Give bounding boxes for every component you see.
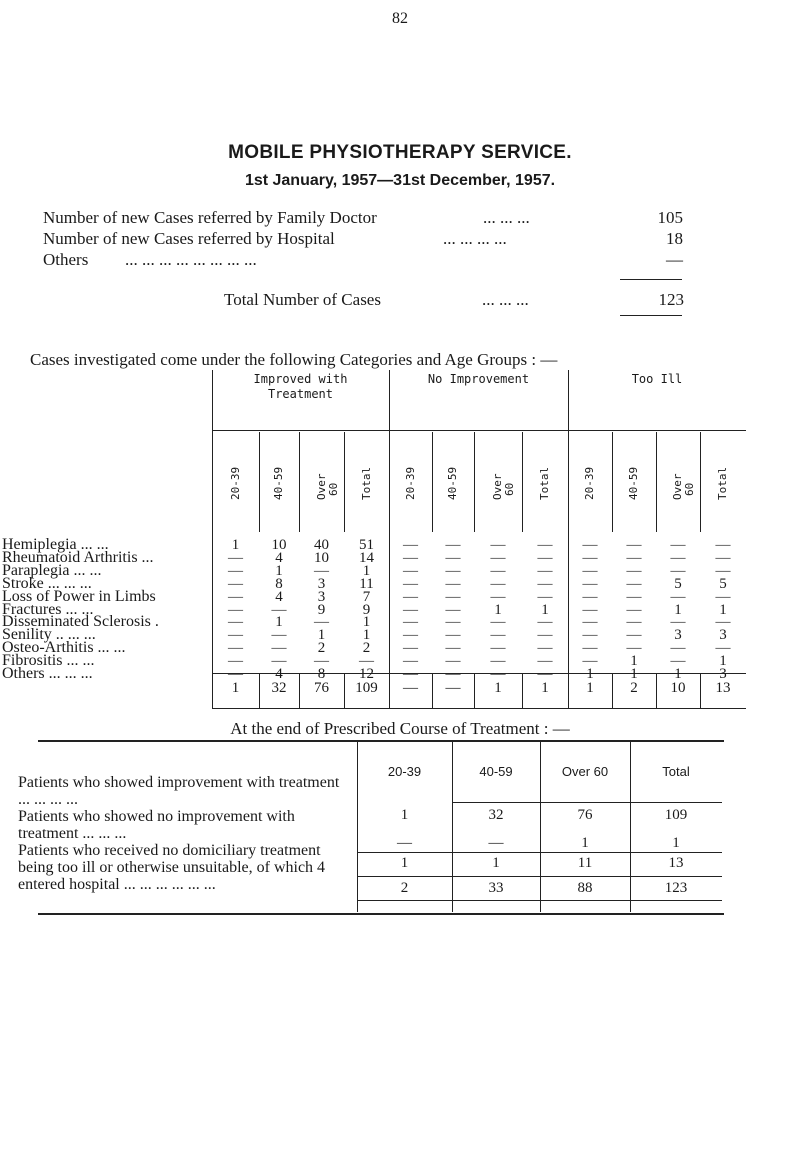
table-rule	[38, 740, 724, 742]
table-cell: —	[490, 614, 506, 631]
course-cell: 1	[581, 835, 589, 851]
table-cell: —	[626, 601, 642, 618]
table-cell: 1	[362, 562, 371, 579]
table-rule	[357, 852, 722, 853]
table-rule	[432, 432, 433, 532]
total-label: Total Number of Cases	[224, 290, 381, 309]
table-cell: 1	[275, 614, 283, 631]
table-cell: —	[582, 653, 598, 670]
table-cell: —	[490, 640, 506, 657]
table-cell: —	[582, 588, 598, 605]
course-total-cell: 33	[488, 880, 504, 896]
table-cell: 2	[317, 640, 326, 657]
table-cell: —	[582, 562, 598, 579]
course-total-cell: 2	[400, 880, 409, 896]
table-cell: —	[490, 653, 506, 670]
age-column-header: Total	[538, 466, 551, 500]
summary-dots: ... ... ... ... ... ... ... ...	[125, 250, 257, 269]
row-label: Others ... ... ...	[2, 665, 93, 682]
table-cell: 1	[275, 562, 283, 579]
summary-value: 18	[666, 229, 683, 248]
row-label: Rheumatoid Arthritis ...	[2, 548, 154, 566]
row-label: Osteo-Arthitis ... ...	[2, 639, 126, 657]
table-cell: 1	[494, 601, 502, 618]
total-cell: —	[403, 680, 418, 696]
table-cell: 1	[630, 666, 638, 682]
age-column-header: Over	[491, 473, 504, 500]
group-header: No Improvement	[427, 372, 530, 386]
row-label: Loss of Power in Limbs	[2, 587, 156, 605]
total-cell: 1	[494, 680, 502, 696]
table-cell: —	[445, 575, 461, 592]
table-rule	[357, 876, 722, 877]
course-intro: At the end of Prescribed Course of Treatment : —	[230, 719, 570, 738]
table-cell: —	[403, 640, 418, 657]
table-cell: 4	[275, 549, 283, 566]
course-cell: —	[488, 835, 504, 851]
page-number: 82	[392, 10, 408, 27]
table-cell: —	[537, 666, 553, 682]
table-cell: —	[403, 614, 418, 631]
table-cell: 9	[317, 601, 326, 618]
table-rule	[259, 432, 260, 532]
row-label: Paraplegia ... ...	[2, 561, 102, 579]
page-title: MOBILE PHYSIOTHERAPY SERVICE.	[228, 142, 572, 163]
table-cell: —	[670, 562, 686, 579]
course-cell: 1	[400, 807, 409, 823]
table-cell: —	[228, 575, 243, 592]
table-cell: —	[490, 562, 506, 579]
table-cell: —	[228, 601, 243, 618]
row-label: Fibrositis ... ...	[2, 652, 95, 670]
total-cell: 1	[231, 680, 240, 696]
total-value: 123	[658, 290, 684, 309]
table-cell: —	[403, 549, 418, 566]
table-cell: —	[403, 653, 418, 670]
table-cell: —	[445, 666, 461, 682]
total-cell: 1	[541, 680, 549, 696]
course-cell: 1	[492, 855, 500, 871]
total-cell: 32	[271, 680, 287, 696]
summary-rule	[620, 279, 682, 280]
table-cell: —	[445, 549, 461, 566]
summary-row	[43, 250, 683, 271]
table-cell: —	[490, 549, 506, 566]
table-cell: 3	[317, 588, 326, 605]
table-cell: —	[271, 627, 287, 644]
course-cell: 13	[668, 855, 684, 871]
table-cell: 5	[674, 575, 682, 592]
table-cell: —	[715, 588, 731, 605]
course-total-cell: 88	[577, 880, 593, 896]
table-cell: 1	[674, 666, 682, 682]
course-column-header: 20-39	[387, 764, 422, 779]
table-cell: —	[670, 537, 686, 553]
course-cell: 76	[577, 807, 593, 823]
table-cell: 51	[359, 537, 374, 553]
age-column-header: 60	[503, 482, 516, 496]
table-cell: —	[537, 549, 553, 566]
table-cell: 3	[719, 666, 727, 682]
table-cell: —	[582, 614, 598, 631]
age-column-header: Over	[314, 473, 328, 500]
table-cell: —	[403, 575, 418, 592]
table-rule	[474, 432, 475, 532]
table-rule	[656, 432, 657, 532]
table-cell: 1	[541, 601, 549, 618]
table-cell: 1	[362, 614, 371, 631]
summary-value: —	[666, 250, 683, 269]
table-cell: —	[403, 537, 418, 553]
table-rule	[38, 913, 724, 915]
table-rule	[212, 708, 746, 709]
table-cell: —	[626, 588, 642, 605]
course-cell: 1	[400, 855, 409, 871]
total-cell: 2	[630, 680, 638, 696]
table-cell: —	[314, 653, 329, 670]
table-cell: 5	[719, 575, 727, 592]
table-cell: —	[715, 562, 731, 579]
total-cell: 109	[355, 680, 378, 696]
course-cell: —	[397, 835, 412, 851]
table-cell: 40	[314, 537, 329, 553]
table-cell: 3	[317, 575, 326, 592]
table-cell: 4	[275, 588, 283, 605]
table-cell: —	[445, 588, 461, 605]
table-cell: —	[228, 562, 243, 579]
summary-label: Number of new Cases referred by Hospital	[43, 229, 335, 248]
table-cell: —	[445, 614, 461, 631]
table-cell: 10	[314, 549, 329, 566]
course-column-header: Over 60	[561, 764, 609, 779]
summary-row	[43, 229, 683, 250]
row-label: Hemiplegia ... ...	[2, 536, 109, 553]
table-cell: —	[228, 627, 243, 644]
summary-dots: ... ... ...	[483, 208, 530, 227]
table-cell: 1	[317, 627, 326, 644]
table-cell: 14	[359, 549, 374, 566]
summary-label: Others	[43, 250, 89, 269]
table-rule	[344, 432, 345, 532]
table-cell: 8	[275, 575, 283, 592]
table-cell: 7	[362, 588, 371, 605]
table-rule	[452, 802, 722, 803]
table-cell: 2	[362, 640, 371, 657]
table-cell: —	[403, 627, 418, 644]
age-column-header: 60	[683, 482, 696, 496]
table-cell: —	[626, 562, 642, 579]
table-cell: —	[445, 537, 461, 553]
categories-intro: Cases investigated come under the following Categories and Age Groups : —	[30, 350, 558, 369]
table-cell: —	[228, 653, 243, 670]
table-cell: —	[537, 562, 553, 579]
total-cell: —	[445, 680, 461, 696]
table-rule	[612, 432, 613, 532]
course-cell: 1	[672, 835, 680, 851]
table-cell: —	[582, 537, 598, 553]
table-cell: —	[715, 640, 731, 657]
course-cell: 109	[664, 807, 688, 823]
table-cell: 12	[359, 666, 374, 682]
table-cell: 1	[719, 601, 727, 618]
table-cell: —	[537, 614, 553, 631]
table-cell: —	[271, 653, 287, 670]
table-cell: —	[670, 549, 686, 566]
referral-summary	[43, 208, 683, 271]
row-label: Stroke ... ... ...	[2, 574, 92, 592]
table-cell: —	[626, 627, 642, 644]
table-cell: —	[715, 549, 731, 566]
table-cell: —	[626, 575, 642, 592]
table-cell: 1	[362, 627, 371, 644]
table-cell: —	[490, 627, 506, 644]
table-cell: —	[490, 666, 506, 682]
table-cell: —	[228, 666, 243, 682]
table-cell: —	[670, 653, 686, 670]
summary-dots: ... ... ... ...	[443, 229, 507, 248]
age-column-header: Total	[716, 466, 729, 500]
age-column-header: 60	[326, 482, 340, 496]
table-cell: —	[626, 614, 642, 631]
table-cell: —	[228, 640, 243, 657]
table-cell: —	[582, 627, 598, 644]
table-rule	[700, 432, 701, 532]
table-rule	[212, 430, 746, 431]
table-cell: —	[445, 627, 461, 644]
table-rule	[357, 900, 722, 901]
table-cell: —	[271, 640, 287, 657]
table-cell: —	[490, 575, 506, 592]
table-cell: 3	[719, 627, 727, 644]
table-cell: 8	[317, 666, 326, 682]
table-cell: —	[582, 640, 598, 657]
table-cell: —	[626, 549, 642, 566]
course-row-label: Patients who received no domiciliary treatment being too ill or otherwise unsuitable, of which 4 entered hospital ... ... ... ... ... ...	[18, 842, 326, 893]
age-column-header: 40-59	[446, 466, 459, 500]
row-label: Fractures ... ...	[2, 600, 94, 618]
table-cell: —	[626, 537, 642, 553]
row-label: Senility .. ... ...	[2, 626, 96, 644]
age-column-header: 20-39	[228, 466, 242, 500]
table-cell: —	[582, 601, 598, 618]
course-row-label: Patients who showed improvement with treatment ... ... ... ...	[18, 774, 340, 808]
table-cell: —	[537, 653, 553, 670]
table-cell: —	[445, 640, 461, 657]
course-column-header: 40-59	[479, 764, 513, 779]
table-cell: —	[445, 562, 461, 579]
table-cell: 1	[719, 653, 727, 670]
table-cell: —	[445, 601, 461, 618]
table-cell: —	[314, 614, 329, 631]
age-column-header: 40-59	[272, 466, 285, 500]
table-cell: —	[537, 640, 553, 657]
table-cell: —	[490, 588, 506, 605]
table-cell: 3	[674, 627, 682, 644]
table-cell: 1	[231, 537, 240, 553]
summary-value: 105	[657, 208, 683, 227]
total-cell: 13	[715, 680, 731, 696]
table-rule	[522, 432, 523, 532]
table-rule	[299, 432, 300, 532]
table-cell: 4	[275, 666, 283, 682]
table-cell: —	[582, 549, 598, 566]
age-column-header: 20-39	[403, 466, 417, 500]
total-cell: 76	[314, 680, 329, 696]
course-column-header: Total	[662, 764, 690, 779]
table-cell: 9	[362, 601, 371, 618]
age-column-header: 20-39	[583, 466, 596, 500]
age-column-header: Over	[671, 473, 684, 500]
table-cell: —	[715, 614, 731, 631]
table-cell: 1	[674, 601, 682, 618]
table-cell: —	[403, 601, 418, 618]
course-cell: 32	[488, 807, 504, 823]
table-cell: —	[314, 562, 329, 579]
table-cell: —	[537, 537, 553, 553]
table-cell: —	[670, 614, 686, 631]
age-column-header: 40-59	[627, 466, 640, 500]
table-cell: —	[626, 640, 642, 657]
table-cell: —	[228, 614, 243, 631]
summary-rule	[620, 315, 682, 316]
total-cases-line	[224, 290, 684, 310]
summary-label: Number of new Cases referred by Family Doctor	[43, 208, 377, 227]
table-cell: —	[537, 588, 553, 605]
table-cell: —	[490, 537, 506, 553]
age-column-header: Total	[359, 466, 373, 500]
table-cell: —	[445, 653, 461, 670]
group-header: Improved with Treatment	[253, 372, 348, 401]
table-cell: —	[359, 653, 374, 670]
total-cell: 10	[670, 680, 686, 696]
table-cell: —	[670, 640, 686, 657]
total-cell: 1	[586, 680, 594, 696]
table-cell: —	[670, 588, 686, 605]
course-total-cell: 123	[664, 880, 688, 896]
table-cell: —	[403, 588, 418, 605]
table-cell: —	[537, 575, 553, 592]
group-header: Too Ill	[631, 372, 683, 386]
row-label: Disseminated Sclerosis .	[2, 613, 159, 631]
page-subtitle: 1st January, 1957—31st December, 1957.	[244, 172, 556, 189]
table-cell: —	[403, 666, 418, 682]
table-cell: —	[582, 575, 598, 592]
table-cell: 11	[359, 575, 374, 592]
table-cell: —	[403, 562, 418, 579]
table-cell: 1	[586, 666, 594, 682]
table-cell: 1	[630, 653, 638, 670]
total-dots: ... ... ...	[482, 290, 529, 309]
table-cell: —	[228, 588, 243, 605]
table-cell: —	[537, 627, 553, 644]
table-cell: —	[271, 601, 287, 618]
table-cell: —	[228, 549, 243, 566]
course-cell: 11	[577, 855, 593, 871]
course-row-label: Patients who showed no improvement with treatment ... ... ...	[18, 808, 295, 842]
table-cell: 10	[271, 537, 287, 553]
summary-row	[43, 208, 683, 229]
table-cell: —	[715, 537, 731, 553]
